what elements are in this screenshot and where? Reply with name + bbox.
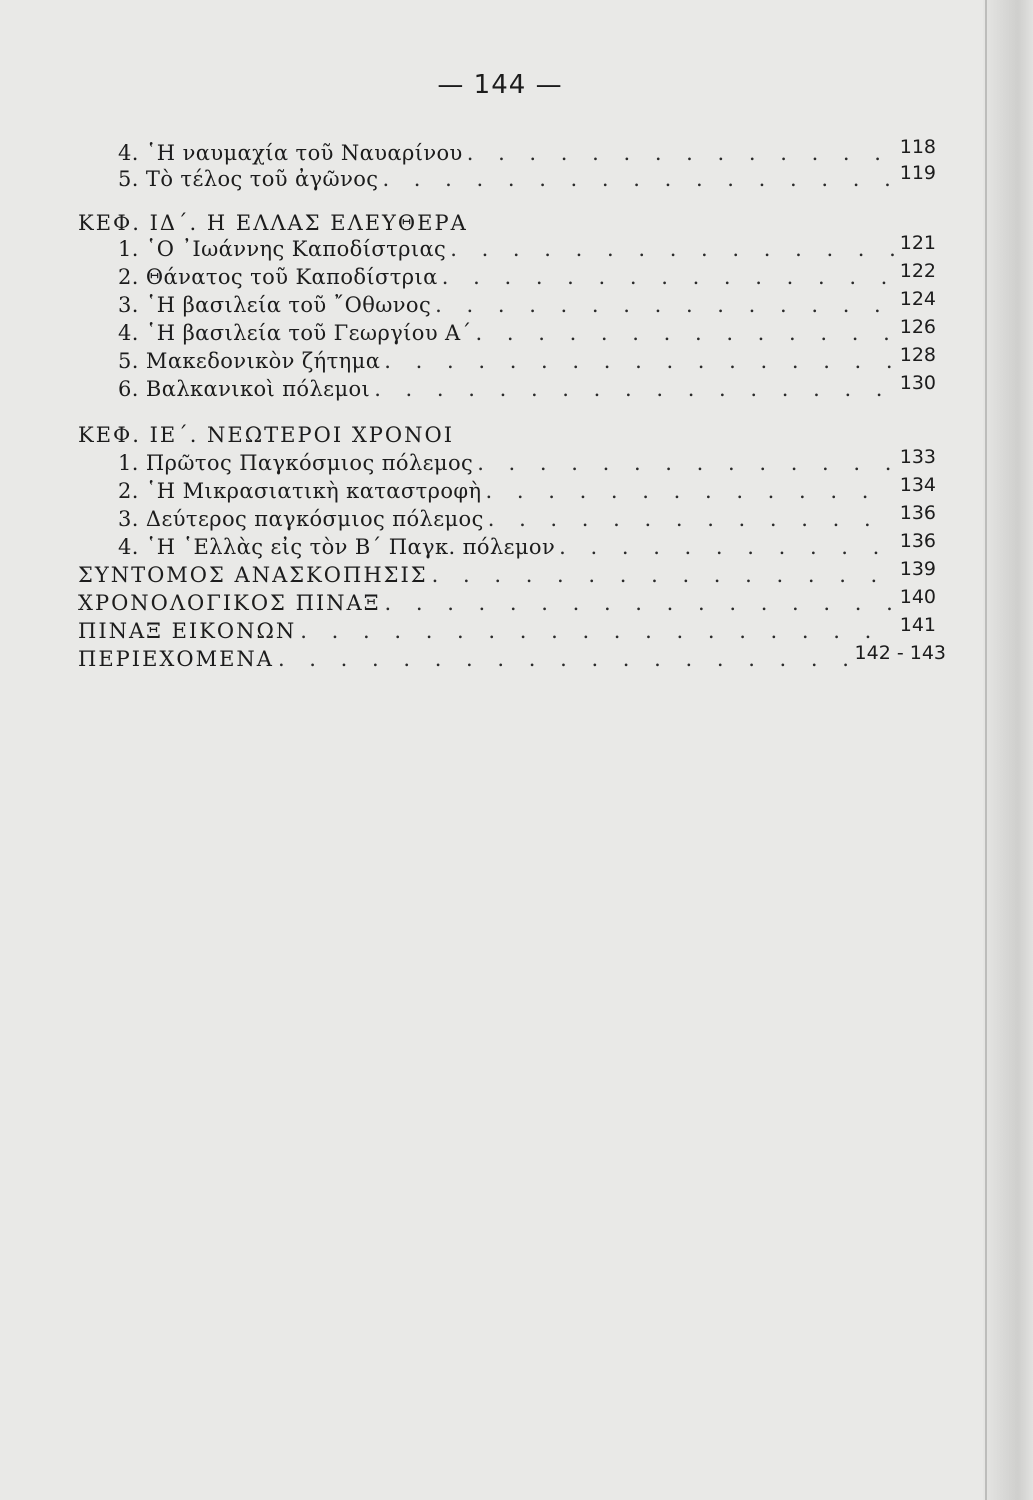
dot-leader xyxy=(450,236,894,262)
dot-leader xyxy=(278,646,849,672)
toc-entry-page: 118 xyxy=(899,136,936,158)
page-number: — 144 — xyxy=(437,70,563,100)
toc-entry-page: 142 - 143 xyxy=(854,642,946,664)
toc-entry-label: 5. Τὸ τέλος τοῦ ἀγῶνος xyxy=(118,167,379,191)
toc-entry-label: 3. ῾Η βασιλεία τοῦ ῎Οθωνος xyxy=(118,293,432,317)
toc-entry xyxy=(78,586,936,616)
toc-entry xyxy=(118,502,936,532)
spine-edge-line xyxy=(985,0,987,1500)
toc-entry-page: 133 xyxy=(899,446,936,468)
toc-entry xyxy=(118,260,936,290)
toc-entry-label: 6. Βαλκανικοὶ πόλεμοι xyxy=(118,377,371,401)
dot-leader xyxy=(559,534,894,560)
dot-leader xyxy=(384,348,893,374)
toc-entry xyxy=(78,614,936,644)
toc-entry-label: 4. ῾Η βασιλεία τοῦ Γεωργίου Α΄ xyxy=(118,321,472,345)
toc-entry xyxy=(118,344,936,374)
toc-entry-label: ΧΡΟΝΟΛΟΓΙΚΟΣ ΠΙΝΑΞ xyxy=(78,591,381,615)
book-spine-shadow xyxy=(983,0,1033,1500)
toc-entry-page: 121 xyxy=(899,232,936,254)
dot-leader xyxy=(374,376,894,402)
toc-entry xyxy=(78,558,936,588)
dot-leader xyxy=(476,320,894,346)
toc-entry xyxy=(118,316,936,346)
dot-leader xyxy=(382,166,893,192)
toc-entry xyxy=(118,446,936,476)
chapter-heading: ΚΕΦ. ΙΔ΄. Η ΕΛΛΑΣ ΕΛΕΥΘΕΡΑ xyxy=(78,211,468,235)
toc-entry-page: 134 xyxy=(899,474,936,496)
dot-leader xyxy=(300,618,893,644)
toc-entry-page: 136 xyxy=(899,502,936,524)
toc-entry-label: 4. ῾Η ῾Ελλὰς εἰς τὸν Β΄ Παγκ. πόλεμον xyxy=(118,535,556,559)
dot-leader xyxy=(486,478,894,504)
toc-entry xyxy=(118,530,936,560)
toc-entry-label: 2. Θάνατος τοῦ Καποδίστρια xyxy=(118,265,438,289)
toc-entry-page: 136 xyxy=(899,530,936,552)
toc-entry xyxy=(118,372,936,402)
toc-entry-label: 1. Πρῶτος Παγκόσμιος πόλεμος xyxy=(118,451,474,475)
chapter-heading: ΚΕΦ. ΙΕ΄. ΝΕΩΤΕΡΟΙ ΧΡΟΝΟΙ xyxy=(78,423,455,447)
toc-entry-label: 4. ῾Η ναυμαχία τοῦ Ναυαρίνου xyxy=(118,141,463,165)
toc-entry-label: 2. ῾Η Μικρασιατικὴ καταστροφὴ xyxy=(118,479,482,503)
toc-entry-page: 122 xyxy=(899,260,936,282)
dot-leader xyxy=(385,590,894,616)
toc-entry xyxy=(118,136,936,166)
toc-entry-label: 3. Δεύτερος παγκόσμιος πόλεμος xyxy=(118,507,484,531)
toc-entry xyxy=(78,642,946,672)
toc-entry-label: ΠΕΡΙΕΧΟΜΕΝΑ xyxy=(78,647,274,671)
toc-entry xyxy=(118,162,936,192)
toc-entry-page: 140 xyxy=(899,586,936,608)
toc-entry xyxy=(118,288,936,318)
dot-leader xyxy=(477,450,894,476)
toc-entry-page: 141 xyxy=(899,614,936,636)
toc-entry xyxy=(118,232,936,262)
toc-entry-label: ΠΙΝΑΞ ΕΙΚΟΝΩΝ xyxy=(78,619,297,643)
toc-entry xyxy=(118,474,936,504)
toc-entry-label: ΣΥΝΤΟΜΟΣ ΑΝΑΣΚΟΠΗΣΙΣ xyxy=(78,563,428,587)
toc-entry-page: 119 xyxy=(899,162,936,184)
toc-entry-page: 126 xyxy=(899,316,936,338)
toc-entry-page: 130 xyxy=(899,372,936,394)
toc-entry-label: 1. ῾Ο ᾿Ιωάννης Καποδίστριας xyxy=(118,237,447,261)
toc-entry-label: 5. Μακεδονικὸν ζήτημα xyxy=(118,349,381,373)
toc-entry-page: 139 xyxy=(899,558,936,580)
toc-entry-page: 128 xyxy=(899,344,936,366)
dot-leader xyxy=(488,506,894,532)
dot-leader xyxy=(442,264,894,290)
dot-leader xyxy=(435,292,894,318)
toc-entry-page: 124 xyxy=(899,288,936,310)
dot-leader xyxy=(467,140,894,166)
dot-leader xyxy=(432,562,894,588)
